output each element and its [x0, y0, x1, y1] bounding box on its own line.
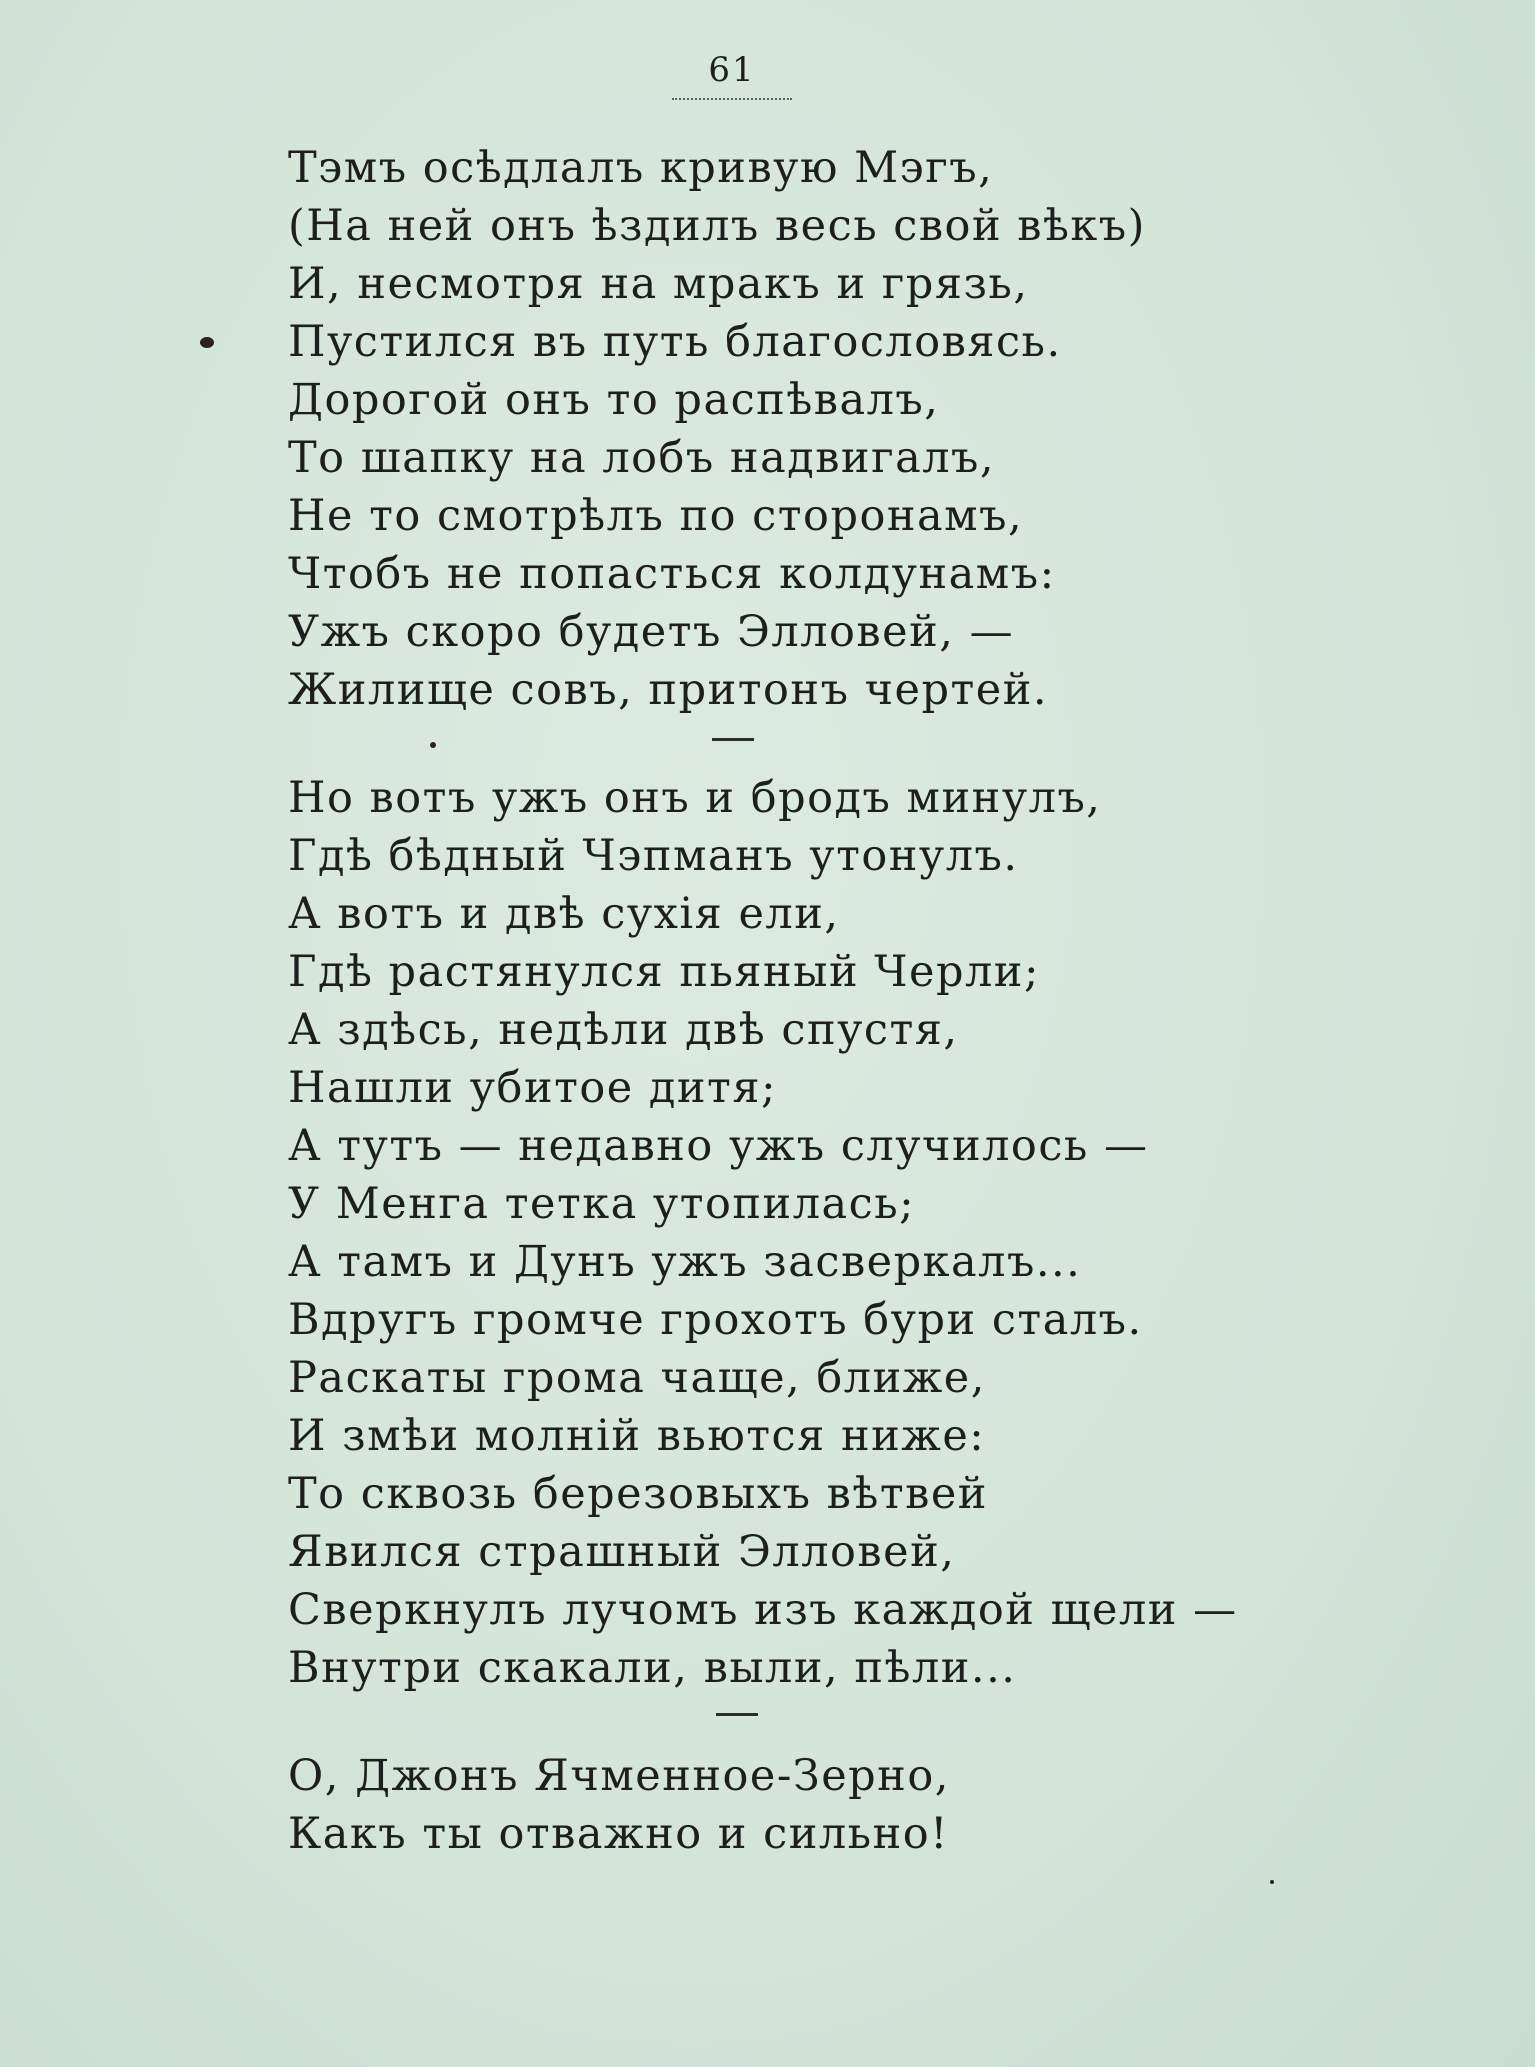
ink-speck	[200, 337, 214, 348]
poem-line: Раскаты грома чаще, ближе,	[288, 1353, 986, 1403]
poem-line: Гдѣ растянулся пьяный Черли;	[288, 947, 1040, 997]
poem-line: А тутъ — недавно ужъ случилось —	[288, 1121, 1149, 1171]
poem-line: Не то смотрѣлъ по сторонамъ,	[288, 491, 1024, 541]
poem-line: Дорогой онъ то распѣвалъ,	[288, 375, 940, 425]
poem-line: А здѣсь, недѣли двѣ спустя,	[288, 1005, 959, 1055]
stanza-divider	[712, 738, 754, 741]
poem-line: А тамъ и Дунъ ужъ засверкалъ...	[288, 1237, 1082, 1287]
poem-line: Гдѣ бѣдный Чэпманъ утонулъ.	[288, 831, 1019, 881]
ink-speck	[430, 742, 436, 748]
poem-line: Какъ ты отважно и сильно!	[288, 1809, 949, 1859]
poem-line: Пустился въ путь благословясь.	[288, 317, 1062, 367]
page-number-rule	[672, 98, 792, 100]
poem-line: Нашли убитое дитя;	[288, 1063, 777, 1113]
poem-line: Вдругъ громче грохотъ бури сталъ.	[288, 1295, 1143, 1345]
poem-line: Явился страшный Элловей,	[288, 1527, 956, 1577]
poem-line: Внутри скакали, выли, пѣли...	[288, 1643, 1017, 1693]
poem-line: А вотъ и двѣ сухія ели,	[288, 889, 840, 939]
poem-line: Чтобъ не попасться колдунамъ:	[288, 549, 1056, 599]
poem-line: (На ней онъ ѣздилъ весь свой вѣкъ)	[288, 201, 1146, 251]
poem-line: О, Джонъ Ячменное-Зерно,	[288, 1751, 950, 1801]
poem-line: Но вотъ ужъ онъ и бродъ минулъ,	[288, 773, 1102, 823]
poem-line: Тэмъ осѣдлалъ кривую Мэгъ,	[288, 143, 994, 193]
poem-line: То сквозь березовыхъ вѣтвей	[288, 1469, 988, 1519]
poem-line: Жилище совъ, притонъ чертей.	[288, 665, 1049, 715]
stanza-divider	[716, 1713, 758, 1716]
poem-line: То шапку на лобъ надвигалъ,	[288, 433, 996, 483]
ink-speck	[1270, 1880, 1274, 1884]
poem-line: Ужъ скоро будетъ Элловей, —	[288, 607, 1015, 657]
poem-line: И, несмотря на мракъ и грязь,	[288, 259, 1029, 309]
poem-line: И змѣи молній вьются ниже:	[288, 1411, 986, 1461]
page-number: 61	[708, 50, 756, 90]
poem-line: У Менга тетка утопилась;	[288, 1179, 916, 1229]
poem-line: Сверкнулъ лучомъ изъ каждой щели —	[288, 1585, 1238, 1635]
